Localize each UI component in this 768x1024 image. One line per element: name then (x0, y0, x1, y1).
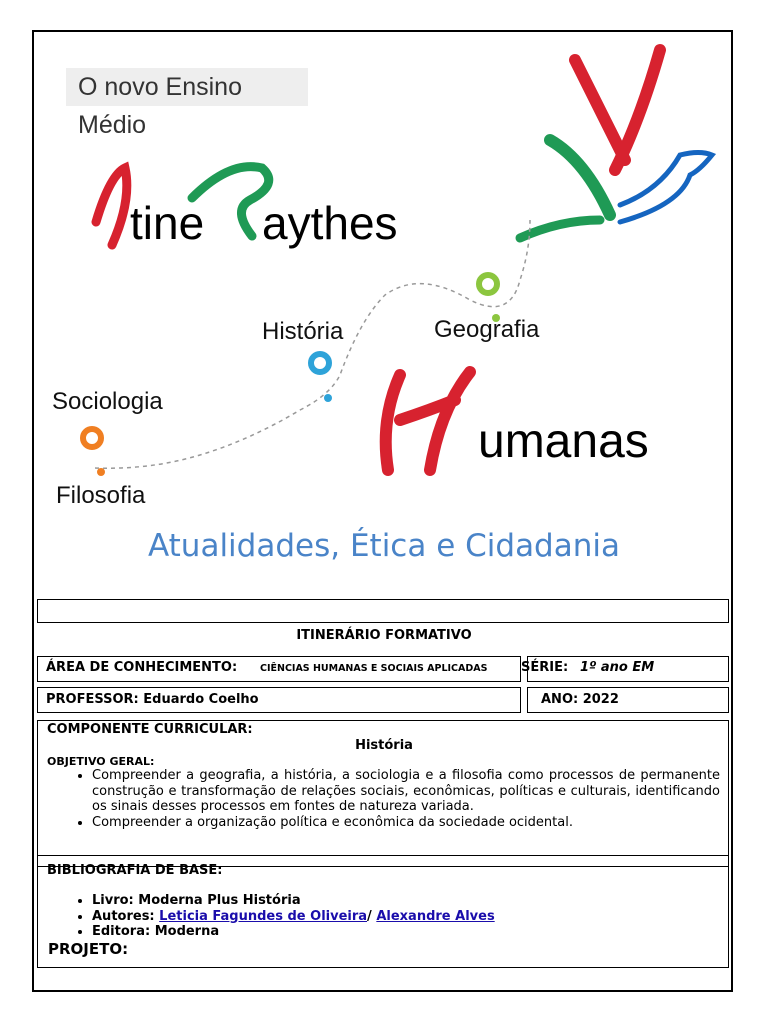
logo-text-aythes: aythes (262, 197, 398, 249)
serie-value: 1º ano EM (580, 660, 655, 675)
professor-text: PROFESSOR: Eduardo Coelho (46, 692, 259, 707)
bibliografia-label: BIBLIOGRAFIA DE BASE: (47, 863, 223, 878)
empty-header-row (37, 599, 729, 623)
componente-value: História (355, 738, 413, 753)
pin-icon-sociologia (83, 429, 105, 476)
serie-label: SÉRIE: (521, 660, 569, 675)
autores-label: Autores: (92, 908, 155, 924)
logo-letter-i-red (96, 168, 127, 245)
logo-text-humanas: umanas (478, 415, 649, 468)
autores-item (92, 909, 762, 925)
page-title: Atualidades, Ética e Cidadania (147, 528, 620, 564)
dove-icon (520, 50, 712, 238)
objetivos-list (46, 768, 720, 830)
projeto-label: PROJETO: (48, 940, 129, 958)
bibliografia-list (46, 893, 762, 940)
serie-box (521, 656, 729, 682)
subject-historia: História (262, 318, 344, 345)
logo-letter-h-red (386, 372, 470, 470)
componente-curricular-box (37, 720, 729, 856)
ensino-medio-badge: O novo Ensino Médio (66, 68, 308, 106)
editora-item: • Editora: Moderna (92, 924, 762, 940)
professor-box (37, 687, 521, 713)
area-conhecimento-box (37, 656, 521, 682)
objetivo-item: • Compreender a organização política e econômica da sociedade ocidental. (92, 815, 720, 831)
pin-icon-historia (311, 354, 332, 402)
area-label: ÁREA DE CONHECIMENTO: (46, 660, 238, 675)
pin-icon-geografia (479, 275, 500, 322)
author-link-alexandre[interactable]: Alexandre Alves (376, 908, 495, 924)
itinerario-heading: ITINERÁRIO FORMATIVO (296, 628, 472, 643)
componente-label: COMPONENTE CURRICULAR: (47, 722, 253, 737)
subject-geografia: Geografia (434, 316, 540, 343)
subject-filosofia: Filosofia (56, 482, 146, 509)
subject-sociologia: Sociologia (52, 388, 163, 415)
area-value: CIÊNCIAS HUMANAS E SOCIAIS APLICADAS (260, 663, 488, 674)
objetivo-item: • Compreender a geografia, a história, a sociologia e a filosofia como processos de permanente construção e transformação de relações sociais, econômicas, políticas e culturais, identificando os sinais desses processos em fontes de natureza variada. (92, 768, 720, 815)
author-link-leticia[interactable]: Leticia Fagundes de Oliveira (159, 908, 368, 924)
logo-text-tine: tine (130, 197, 205, 249)
ano-box (527, 687, 729, 713)
objetivo-label: OBJETIVO GERAL: (47, 755, 155, 768)
ano-text: ANO: 2022 (541, 692, 619, 707)
bibliografia-box (37, 863, 729, 968)
author-separator: / (367, 908, 372, 924)
livro-item: • Livro: Moderna Plus História (92, 893, 762, 909)
